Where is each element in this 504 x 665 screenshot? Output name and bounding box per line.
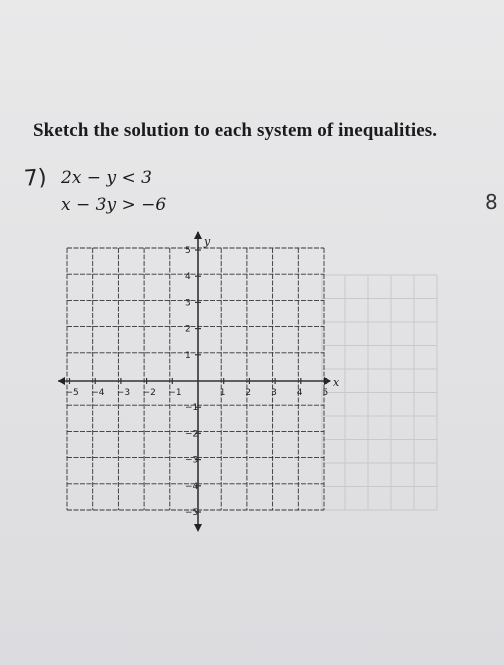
y-tick-label: −1: [185, 403, 199, 414]
instruction-text: Sketch the solution to each system of inequalities.: [33, 120, 438, 141]
x-axis-label: x: [333, 376, 340, 389]
x-tick-label: −3: [116, 388, 131, 398]
y-tick-label: 3: [185, 298, 191, 309]
x-tick-label: 5: [322, 388, 329, 398]
x-tick-label: 4: [296, 388, 303, 398]
x-tick-label: 3: [271, 388, 277, 398]
x-tick-label: 2: [245, 388, 252, 398]
inequality-2: x − 3y > −6: [61, 195, 167, 215]
x-tick-label: −1: [168, 388, 182, 398]
y-axis-label: y: [204, 235, 211, 248]
x-axis-arrow-left: [58, 377, 65, 385]
x-tick-label: −4: [91, 388, 105, 398]
y-tick-label: −2: [185, 429, 199, 440]
y-axis-arrow-up: [194, 231, 202, 239]
x-tick-label: −5: [65, 388, 79, 398]
y-axis-arrow-down: [194, 524, 202, 532]
y-tick-label: −3: [185, 455, 199, 466]
y-tick-label: 4: [185, 272, 191, 283]
y-tick-label: 5: [185, 246, 191, 256]
inequality-1: 2x − y < 3: [61, 168, 152, 188]
y-tick-label: 2: [185, 324, 191, 335]
problem-number: 7): [23, 165, 48, 192]
y-tick-label: −5: [185, 508, 199, 518]
next-problem-number: 8: [485, 190, 498, 214]
x-axis-arrow-right: [324, 377, 331, 385]
y-tick-label: −4: [185, 481, 199, 492]
x-tick-label: −2: [142, 388, 156, 398]
y-tick-label: 1: [185, 350, 191, 361]
x-tick-label: 1: [219, 388, 226, 398]
